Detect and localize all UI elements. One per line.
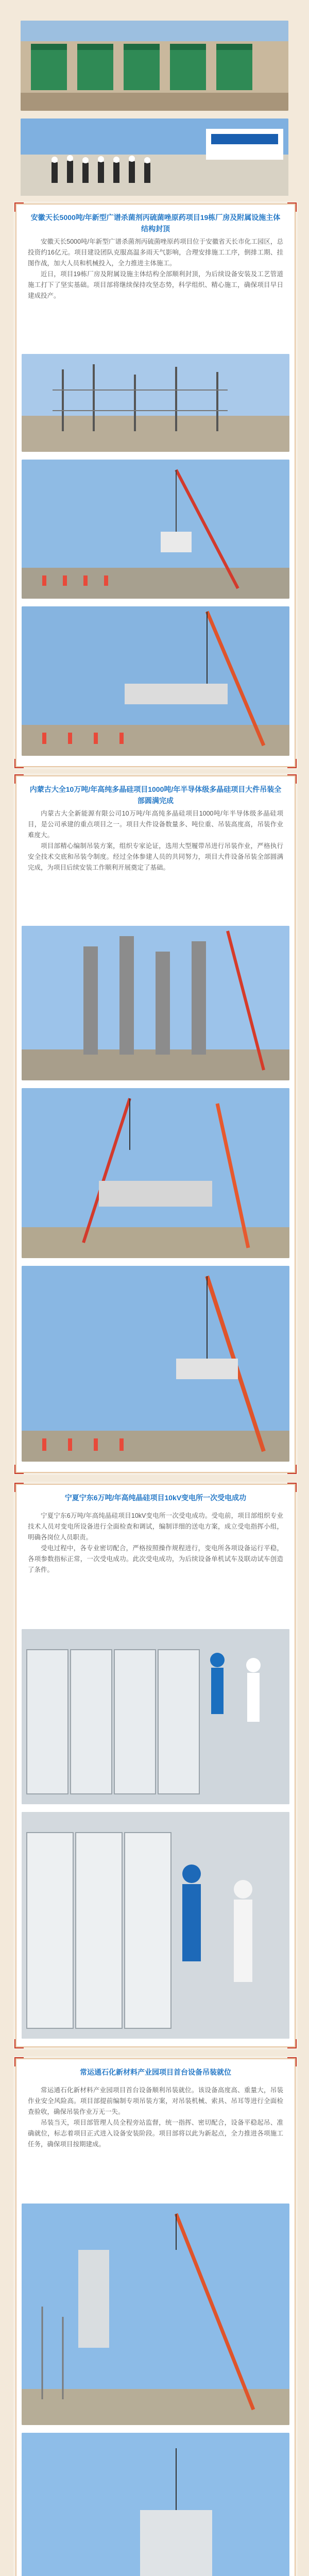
section-card-3 [15,1484,296,2047]
photo-substation-cabinets [22,1629,289,1804]
photo-electricians [22,1812,289,2039]
photo-vessel-lift [22,2204,289,2425]
photo-crane-lift [22,460,289,599]
section-body-2: 内蒙古大全新能源有限公司10万吨/年高纯多晶硅项目1000吨/年半导体级多晶硅项目，是公司承建的重点项目之一。项目大件设备数量多、吨位重、吊装高度高，吊装作业难度大。 项目部精心编制吊装方案，组织专家论证，选用大型履带吊进行吊装作业，严格执行安全技术交底和吊装令制度。经过全体参建人员的共同努力，项目大件设备吊装全部圆满完成，为项目后续安装工作顺利开展奠定了基础。 [28,810,283,871]
photo-lifting-crane [22,1266,289,1462]
section-card-1 [15,204,296,767]
photo-plant-structure [22,354,289,452]
section-body-1: 安徽天长5000吨/年新型广谱杀菌剂丙硫菌唑原药项目位于安徽省天长市化工园区，总投资约16亿元。项目建设团队克服高温多雨天气影响，合理安排施工工序，倒排工期、挂图作战，加大人员和机械投入，全力推进主体施工。 近日，项目19栋厂房及附属设施主体结构全部顺利封顶，为后续设备安装及工艺管道施工打下了坚实基础。项目部将继续保持攻坚态势，科学组织、精心施工，确保项目早日建成投产。 [28,238,283,299]
section-title-1: 安徽天长5000吨/年新型广谱杀菌剂丙硫菌唑原药项目19栋厂房及附属设施主体结构封顶 [30,213,281,233]
photo-site-visit [21,118,288,196]
section-card-4 [15,2058,296,2576]
section-title-3: 宁夏宁东6万吨/年高纯晶硅项目10kV变电所一次受电成功 [64,1494,247,1502]
section-title-4: 常运通石化新材料产业园项目首台设备吊装就位 [80,2068,231,2076]
section-card-2 [15,775,296,1473]
section-body-4: 常运通石化新材料产业园项目首台设备顺利吊装就位。该设备高度高、重量大，吊装作业安全风险高。项目部提前编制专项吊装方案，对吊装机械、索具、吊耳等进行全面检查验收，确保吊装作业万无一失。 吊装当天，项目部管理人员全程旁站监督，统一指挥、密切配合，设备平稳起吊、准确就位，标志着项目正式进入设备安装阶段。项目部将以此为新起点，全力推进各项施工任务，确保项目按期建成。 [28,2087,283,2148]
photo-site-modules [21,21,288,111]
section-body-3: 宁夏宁东6万吨/年高纯晶硅项目10kV变电所一次受电成功。受电前，项目部组织专业技术人员对变电所设备进行全面检查和调试，编制详细的送电方案，成立受电指挥小组，明确各岗位人员职责。 受电过程中，各专业密切配合，严格按照操作规程进行，变电所各项设备运行平稳，各项参数指标正常，一次受电成功。此次受电成功，为后续设备单机试车及联动试车创造了条件。 [28,1512,283,1573]
section-title-2: 内蒙古大全10万吨/年高纯多晶硅项目1000吨/年半导体级多晶硅项目大件吊装全部圆满完成 [29,785,282,805]
photo-column-lift [22,1088,289,1258]
photo-vessel-positioning [22,2433,289,2576]
photo-tower-install [22,926,289,1080]
photo-heavy-lift [22,606,289,756]
